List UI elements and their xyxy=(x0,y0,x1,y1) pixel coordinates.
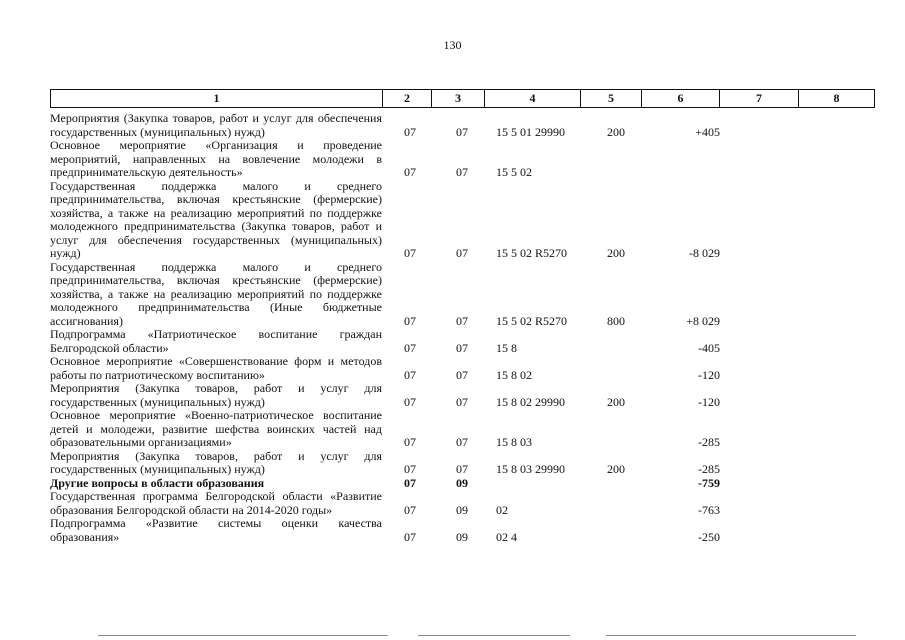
target-article-code: 15 8 02 xyxy=(496,367,532,382)
amount: -405 xyxy=(698,340,720,355)
column-header: 8 xyxy=(799,90,875,108)
row-description: Мероприятия (Закупка товаров, работ и услуг для государственных (муниципальных) нужд) xyxy=(50,381,382,409)
table-row xyxy=(50,139,882,180)
table-row xyxy=(50,112,882,139)
page-bottom-rule xyxy=(418,635,570,636)
subsection-code: 07 xyxy=(456,435,468,449)
amount: -120 xyxy=(698,394,720,409)
section-code: 07 xyxy=(404,340,416,355)
table-row-section-total xyxy=(50,477,882,491)
target-article-code: 15 8 03 xyxy=(496,435,532,449)
subsection-code: 09 xyxy=(456,529,468,544)
target-article-code: 15 8 03 29990 xyxy=(496,462,565,476)
expense-type-code: 200 xyxy=(607,246,625,260)
section-code: 07 xyxy=(404,502,416,517)
page-bottom-rule xyxy=(98,635,388,636)
column-header: 6 xyxy=(642,90,720,108)
row-description: Государственная поддержка малого и среднего предпринимательства, включая крестьянские (фермерские) хозяйства, а также на реализацию мероприятий по поддержке молодежного предпринимательства (Закупка товаров, работ и услуг для обеспечения государственных (муниципальных) нужд) xyxy=(50,178,382,260)
amount: -120 xyxy=(698,367,720,382)
table-row xyxy=(50,355,882,382)
column-header: 4 xyxy=(485,90,581,108)
row-description: Основное мероприятие «Организация и проведение мероприятий, направленных на вовлечение молодежи в предпринимательскую деятельность» xyxy=(50,138,382,179)
column-header: 7 xyxy=(720,90,799,108)
expense-type-code: 200 xyxy=(607,462,625,476)
target-article-code: 15 5 02 xyxy=(496,165,532,179)
section-code: 07 xyxy=(404,246,416,260)
subsection-code: 07 xyxy=(456,340,468,355)
target-article-code: 15 8 xyxy=(496,340,517,355)
page-bottom-rule xyxy=(606,635,856,636)
table-row xyxy=(50,180,882,261)
amount: -285 xyxy=(698,462,720,476)
table-row xyxy=(50,490,882,517)
section-code: 07 xyxy=(404,529,416,544)
row-description: Основное мероприятие «Военно-патриотическое воспитание детей и молодежи, развитие шефства воинских частей над образовательными организациями» xyxy=(50,408,382,449)
subsection-code: 07 xyxy=(456,367,468,382)
row-description: Мероприятия (Закупка товаров, работ и услуг для государственных (муниципальных) нужд) xyxy=(50,448,382,476)
subsection-code: 07 xyxy=(456,462,468,476)
table-row xyxy=(50,409,882,450)
amount: -763 xyxy=(698,502,720,517)
column-header: 3 xyxy=(432,90,485,108)
page-number: 130 xyxy=(443,38,462,52)
subsection-code: 07 xyxy=(456,394,468,409)
table-row xyxy=(50,517,882,544)
subsection-code: 09 xyxy=(456,502,468,517)
row-description: Государственная поддержка малого и среднего предпринимательства, включая крестьянские (фермерские) хозяйства, а также на реализацию мероприятий по поддержке молодежного предпринимательства (Иные бюджетные ассигнования) xyxy=(50,259,382,328)
column-header: 5 xyxy=(581,90,642,108)
subsection-code: 09 xyxy=(456,475,468,490)
expense-type-code: 200 xyxy=(607,394,625,409)
table-row xyxy=(50,261,882,329)
section-code: 07 xyxy=(404,435,416,449)
target-article-code: 02 4 xyxy=(496,529,517,544)
expense-type-code: 800 xyxy=(607,313,625,328)
row-description: Основное мероприятие «Совершенствование форм и методов работы по патриотическому воспитанию» xyxy=(50,354,382,382)
subsection-code: 07 xyxy=(456,165,468,179)
table-header xyxy=(50,89,875,108)
amount: -759 xyxy=(698,475,720,490)
row-description: Другие вопросы в области образования xyxy=(50,475,265,490)
subsection-code: 07 xyxy=(456,124,468,139)
row-description: Подпрограмма «Патриотическое воспитание граждан Белгородской области» xyxy=(50,327,382,355)
section-code: 07 xyxy=(404,394,416,409)
section-code: 07 xyxy=(404,462,416,476)
target-article-code: 15 5 02 R5270 xyxy=(496,246,568,260)
amount: -285 xyxy=(698,435,720,449)
row-description: Государственная программа Белгородской области «Развитие образования Белгородской области на 2014-2020 годы» xyxy=(50,489,382,517)
row-description: Подпрограмма «Развитие системы оценки качества образования» xyxy=(50,516,382,544)
amount: -250 xyxy=(698,529,720,544)
subsection-code: 07 xyxy=(456,246,468,260)
amount: +8 029 xyxy=(686,313,720,328)
row-description: Мероприятия (Закупка товаров, работ и услуг для обеспечения государственных (муниципальных) нужд) xyxy=(50,111,382,139)
budget-table-body xyxy=(50,112,882,544)
table-row xyxy=(50,382,882,409)
section-code: 07 xyxy=(404,124,416,139)
subsection-code: 07 xyxy=(456,313,468,328)
target-article-code: 15 5 02 R5270 xyxy=(496,313,568,328)
target-article-code: 15 5 01 29990 xyxy=(496,124,565,139)
amount: +405 xyxy=(695,124,720,139)
table-row xyxy=(50,450,882,477)
column-header: 1 xyxy=(51,90,383,108)
section-code: 07 xyxy=(404,313,416,328)
table-row xyxy=(50,328,882,355)
target-article-code: 02 xyxy=(496,502,508,517)
amount: -8 029 xyxy=(689,246,720,260)
column-header: 2 xyxy=(383,90,432,108)
section-code: 07 xyxy=(404,367,416,382)
section-code: 07 xyxy=(404,475,416,490)
expense-type-code: 200 xyxy=(607,124,625,139)
target-article-code: 15 8 02 29990 xyxy=(496,394,565,409)
section-code: 07 xyxy=(404,165,416,179)
